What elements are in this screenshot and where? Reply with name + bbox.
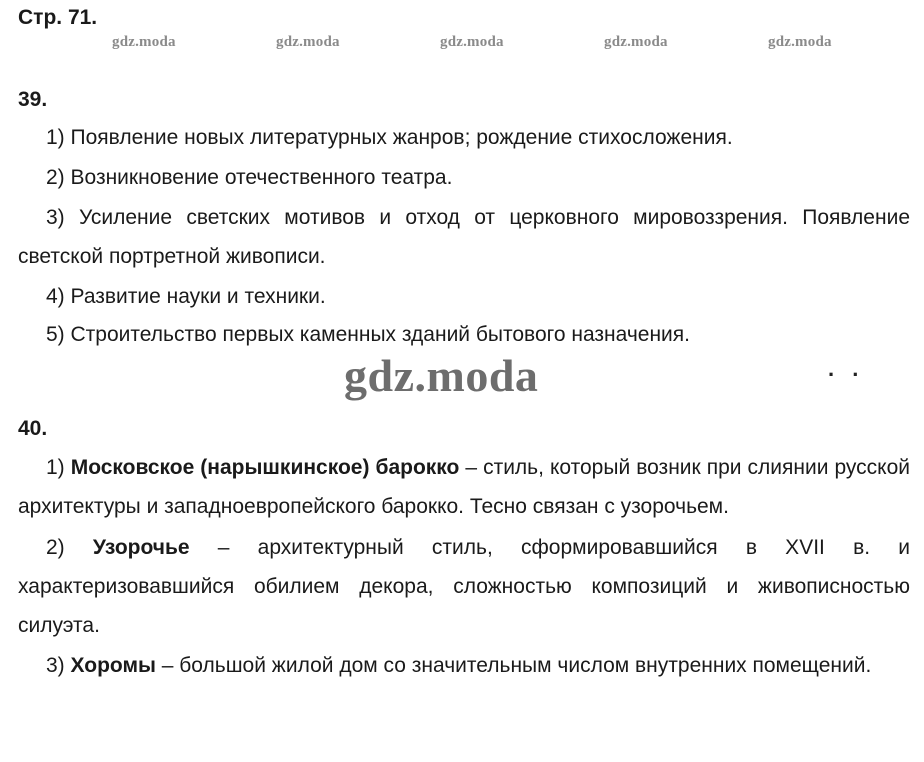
item-prefix: 1) (46, 456, 71, 479)
task-39-item-5: 5) Строительство первых каменных зданий бытового назначения. (46, 323, 690, 346)
task-39-number: 39. (18, 88, 48, 111)
task-39-item-2: 2) Возникновение отечественного театра. (46, 166, 453, 189)
task-40-item-1 (18, 448, 910, 526)
page-header: Стр. 71. (18, 6, 98, 29)
task-39-item-3: 3) Усиление светских мотивов и отход от церковного мировоззрения. Появление светской портретной живописи. (18, 206, 910, 268)
task-39-item-1: 1) Появление новых литературных жанров; рождение стихосложения. (46, 126, 733, 149)
task-40-item-3 (18, 646, 910, 685)
watermark-small: gdz.moda (440, 34, 504, 50)
term-definition: – стиль, который возник при слиянии русской архитектуры и западноевропейского барокко. Тесно связан с узорочьем. (18, 456, 910, 518)
watermark-row (0, 34, 924, 56)
watermark-small: gdz.moda (112, 34, 176, 50)
watermark-small: gdz.moda (768, 34, 832, 50)
term-definition: – архитектурный стиль, сформировавшийся в XVII в. и характеризовавшийся обилием декора, сложностью композиций и живописностью силуэта. (18, 536, 910, 637)
item-prefix: 3) (46, 654, 71, 677)
term-uzorochye: Узорочье (92, 536, 190, 559)
task-40-number: 40. (18, 417, 48, 440)
watermark-small: gdz.moda (276, 34, 340, 50)
watermark-small: gdz.moda (604, 34, 668, 50)
watermark-large: gdz.moda (344, 350, 539, 401)
task-39-item-4: 4) Развитие науки и техники. (46, 285, 326, 308)
item-prefix: 2) (46, 536, 93, 559)
stray-dots: . . (828, 356, 865, 381)
term-definition: – большой жилой дом со значительным числом внутренних помещений. (155, 654, 872, 677)
task-40-item-2 (18, 528, 910, 645)
term-moscow-baroque: Московское (нарышкинское) барокко (70, 456, 460, 479)
term-khoromy: Хоромы (70, 654, 156, 677)
